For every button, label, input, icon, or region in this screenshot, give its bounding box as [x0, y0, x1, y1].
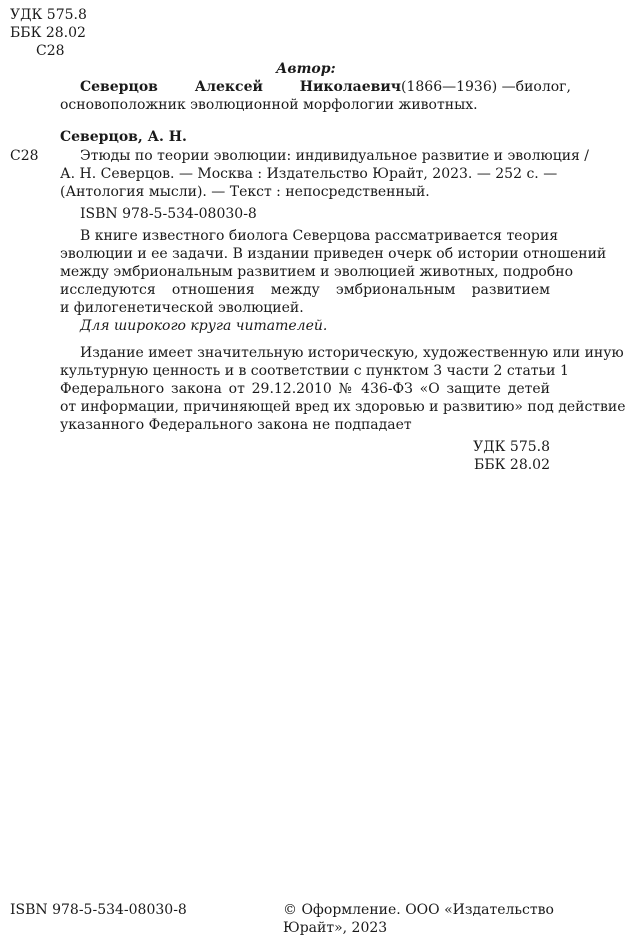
author-dates: (1866—1936) — — [401, 79, 516, 95]
annotation-line-4: исследуются отношения между эмбриональным развитием — [60, 282, 550, 298]
author-line-2: основоположник эволюционной морфологии животных. — [60, 97, 478, 113]
legal-line-2: культурную ценность и в соответствии с пунктом 3 части 2 статьи 1 — [60, 363, 569, 379]
catalog-line-1: Этюды по теории эволюции: индивидуальное развитие и эволюция / — [80, 148, 590, 164]
annotation-line-1: В книге известного биолога Северцова рассматривается теория — [80, 228, 559, 244]
footer-isbn: ISBN 978-5-534-08030-8 — [10, 902, 187, 918]
annotation-line-5: и филогенетической эволюцией. — [60, 300, 304, 316]
legal-line-3: Федерального закона от 29.12.2010 № 436-ФЗ «О защите детей — [60, 381, 550, 397]
catalog-line-2: А. Н. Северцов. — Москва : Издательство Юрайт, 2023. — 252 с. — — [60, 166, 558, 182]
catalog-author: Северцов, А. Н. — [60, 129, 187, 145]
annotation-line-3: между эмбриональным развитием и эволюцией животных, подробно — [60, 264, 574, 280]
copyright-line-1: © Оформление. ООО «Издательство — [283, 902, 554, 918]
catalog-mark: С28 — [10, 148, 39, 164]
bottom-udk: УДК 575.8 — [473, 439, 550, 455]
udk-code: УДК 575.8 — [10, 7, 87, 23]
author-name: Северцов Алексей Николаевич — [80, 79, 402, 95]
bottom-bbk: ББК 28.02 — [474, 457, 550, 473]
author-role: биолог, — [515, 79, 571, 95]
copyright-line-2: Юрайт», 2023 — [283, 920, 388, 936]
audience-note: Для широкого круга читателей. — [80, 318, 328, 334]
legal-line-4: от информации, причиняющей вред их здоровью и развитию» под действие — [60, 399, 626, 415]
author-line-1 — [80, 79, 571, 95]
legal-line-1: Издание имеет значительную историческую, художественную или иную — [80, 345, 624, 361]
author-mark: С28 — [36, 43, 65, 59]
catalog-isbn: ISBN 978-5-534-08030-8 — [80, 206, 257, 222]
annotation-line-2: эволюции и ее задачи. В издании приведен очерк об истории отношений — [60, 246, 607, 262]
legal-line-5: указанного Федерального закона не подпадает — [60, 417, 412, 433]
bbk-code: ББК 28.02 — [10, 25, 86, 41]
catalog-line-3: (Антология мысли). — Текст : непосредственный. — [60, 184, 430, 200]
author-heading: Автор: — [276, 61, 336, 77]
